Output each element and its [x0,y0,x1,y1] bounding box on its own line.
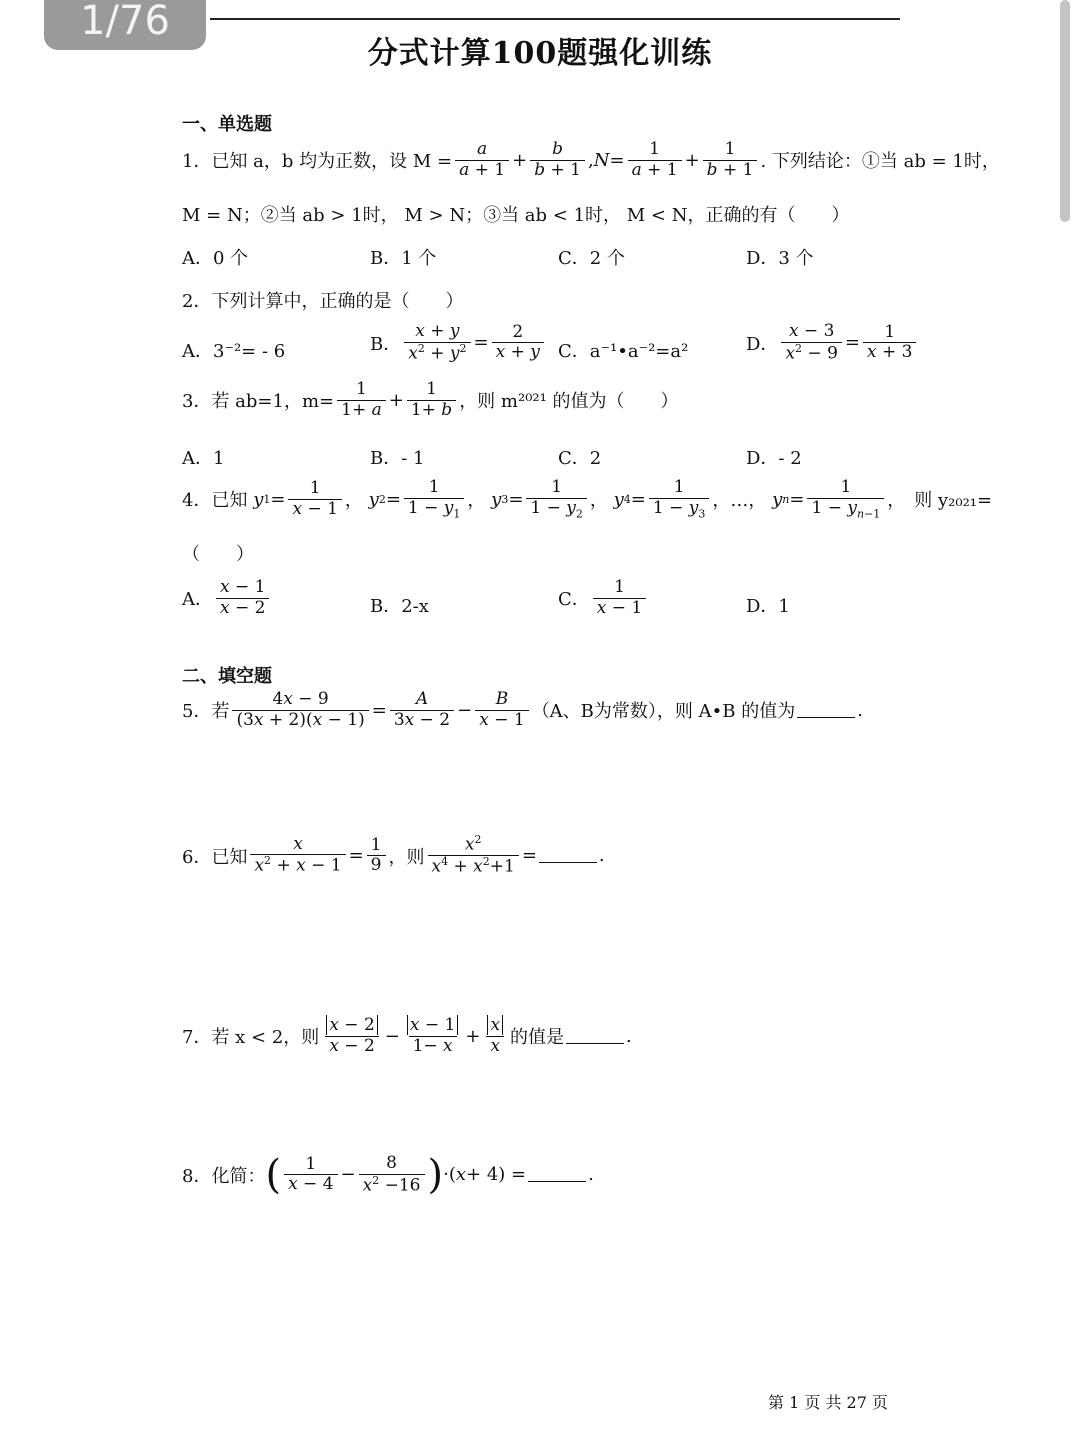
q5-frac-b: $\frac{B}{x - 1}$ [475,690,528,730]
q7-frac-3: $\frac{x}{x}$ [483,1016,507,1056]
q2-d-frac-right: $\frac{1}{x + 3}$ [863,323,916,363]
q4-option-c-label: C． [558,589,590,611]
question-4-line-1: 4．已知 y 1 = $\frac{1}{x - 1}$ ， y 2 = $\frac{1}{1 - y_1}$ ， y 3 = $\frac{1}{1 - y_2}$ ， y 4 = $\frac{1}{1 - y_3}$ ，…， y n = $\frac{1}{1 - y_{n-1}}$ ， 则 y₂₀₂₁= [182,477,993,520]
q3-option-c[interactable]: C．2 [558,448,602,469]
q2-option-d-label: D． [746,333,779,355]
section-heading-single-choice: 一、单选题 [182,114,272,135]
q4-suffix: ， 则 y₂₀₂₁= [887,490,993,512]
q5-frac-a: $\frac{A}{3x - 2}$ [390,690,454,730]
question-1-line-2: M = N；②当 ab > 1时， M > N；③当 ab < 1时， M < N，正确的有（ ） [182,205,850,226]
section-heading-fill-blank: 二、填空题 [182,666,272,687]
q2-option-c[interactable]: C．a⁻¹•a⁻²=a² [558,341,689,362]
q6-frac-given: $\frac{x}{x^2 + x - 1}$ [250,835,345,877]
q2-option-b[interactable]: B． $\frac{x + y}{x^2 + y^2}$ = $\frac{2}{x + y}$ [370,322,547,364]
q8-frac-2: $\frac{8}{x^2 -16}$ [359,1154,425,1196]
q5-end: . [857,699,863,721]
question-2-stem: 2．下列计算中，正确的是（ ） [182,291,464,312]
q3-suffix: ，则 m²⁰²¹ 的值为（ ） [459,391,679,413]
q4-option-a[interactable] [182,578,272,618]
q4-frac-y4: $\frac{1}{1 - y_3}$ [649,478,709,521]
q7-frac-2: $\frac{x - 1}{1- x}$ [403,1016,462,1056]
q1-frac-b: $\frac{b}{b + 1}$ [530,140,585,180]
q6-end: . [598,845,605,867]
q2-option-d[interactable]: D． $\frac{x - 3}{x^2 - 9}$ = $\frac{1}{x + 3}$ [746,322,919,364]
q4-prefix: 4．已知 [182,490,248,512]
q5-suffix: （A、B为常数），则 A•B 的值为 [531,701,796,723]
question-1-line-1: 1．已知 a，b 均为正数，设 M = $\frac{a}{a + 1}$ + $\frac{b}{b + 1}$ , N = $\frac{1}{a + 1}$ + $\frac{1}{b + 1}$ . 下列结论：①当 ab = 1时， [182,139,1000,180]
q6-frac-target: $\frac{x^2}{x^4 + x^2+1}$ [428,834,519,877]
question-4-line-2: （ ） [182,544,254,565]
q4-frac-y1: $\frac{1}{x - 1}$ [288,479,341,519]
q2-b-frac-left: $\frac{x + y}{x^2 + y^2}$ [404,322,470,364]
q1-frac-1a: $\frac{1}{a + 1}$ [628,140,682,180]
question-6: 6．已知 $\frac{x}{x^2 + x - 1}$ = $\frac{1}{9}$ ，则 $\frac{x^2}{x^4 + x^2+1}$ = . [182,833,605,877]
q4-option-a-label: A． [182,589,213,611]
q1-frac-1b: $\frac{1}{b + 1}$ [703,140,758,180]
page-footer: 第 1 页 共 27 页 [768,1393,888,1412]
q5-frac-left: $\frac{4x - 9}{(3x + 2)(x - 1)}$ [232,690,368,730]
q1-option-b[interactable]: B．1 个 [370,248,437,269]
q7-answer-blank[interactable] [566,1029,624,1044]
q5-answer-blank[interactable] [797,703,855,718]
q1-frac-a: $\frac{a}{a + 1}$ [455,140,509,180]
question-3-stem: 3．若 ab=1，m= $\frac{1}{1+ a}$ + $\frac{1}{1+ b}$ ，则 m²⁰²¹ 的值为（ ） [182,379,679,420]
q2-b-frac-right: $\frac{2}{x + y}$ [492,323,544,363]
q4-option-d[interactable]: D．1 [746,596,790,617]
q4-frac-yn: $\frac{1}{1 - y_{n-1}}$ [807,478,884,521]
q4-option-b[interactable]: B．2-x [370,596,429,617]
q4-ellipsis: ，…， [712,490,767,512]
question-7: 7．若 x < 2，则 $\frac{x - 2}{x - 2}$ − $\frac{x - 1}{1- x}$ + $\frac{x}{x}$ 的值是 . [182,1015,632,1056]
q1-mid: . 下列结论：①当 ab = 1时， [760,151,1000,173]
q4-frac-y3: $\frac{1}{1 - y_2}$ [526,478,586,521]
q6-answer-blank[interactable] [539,848,597,863]
q4-a-frac: $\frac{x - 1}{x - 2}$ [216,578,269,618]
q6-frac-ninth: $\frac{1}{9}$ [367,836,386,876]
q3-frac-b: $\frac{1}{1+ b}$ [407,380,456,420]
q1-option-a[interactable]: A．0 个 [182,248,249,269]
q1-option-d[interactable]: D．3 个 [746,248,814,269]
page-indicator: 1/76 [44,0,206,50]
header-rule [210,18,900,20]
q4-option-c[interactable] [558,578,649,618]
q3-frac-a: $\frac{1}{1+ a}$ [337,380,386,420]
q7-frac-1: $\frac{x - 2}{x - 2}$ [322,1016,381,1056]
q4-frac-y2: $\frac{1}{1 - y_1}$ [404,478,464,521]
q8-paren-close: ) [427,1151,444,1198]
page-title: 分式计算100题强化训练 [367,36,713,71]
q6-prefix: 6．已知 [182,846,248,868]
q2-option-a[interactable]: A．3⁻²= - 6 [182,341,286,362]
q8-answer-blank[interactable] [528,1167,586,1182]
q3-option-b[interactable]: B．- 1 [370,448,425,469]
q2-d-frac-left: $\frac{x - 3}{x^2 - 9}$ [781,322,841,364]
q7-prefix: 7．若 x < 2，则 [182,1027,320,1049]
q6-mid: ，则 [388,846,425,868]
q4-c-frac: $\frac{1}{x - 1}$ [593,578,646,618]
q7-suffix: 的值是 [510,1027,565,1049]
q1-option-c[interactable]: C．2 个 [558,248,625,269]
q2-option-b-label: B． [370,333,402,355]
q7-end: . [626,1025,632,1047]
q3-prefix: 3．若 ab=1，m= [182,391,335,413]
q8-prefix: 8．化简： [182,1165,266,1187]
q1-prefix: 1．已知 a，b 均为正数，设 M = [182,151,453,173]
q8-end: . [588,1164,594,1186]
question-5: 5．若 $\frac{4x - 9}{(3x + 2)(x - 1)}$ = $\frac{A}{3x - 2}$ − $\frac{B}{x - 1}$ （A、B为常数），则 A•B 的值为 . [182,689,863,730]
q8-frac-1: $\frac{1}{x - 4}$ [284,1155,337,1195]
q3-option-a[interactable]: A．1 [182,448,225,469]
q3-option-d[interactable]: D．- 2 [746,448,802,469]
q5-prefix: 5．若 [182,701,230,723]
question-8: 8．化简： ( $\frac{1}{x - 4}$ − $\frac{8}{x^2 -16}$ ) ·( x + 4) = . [182,1151,594,1198]
q8-paren-open: ( [265,1151,282,1198]
